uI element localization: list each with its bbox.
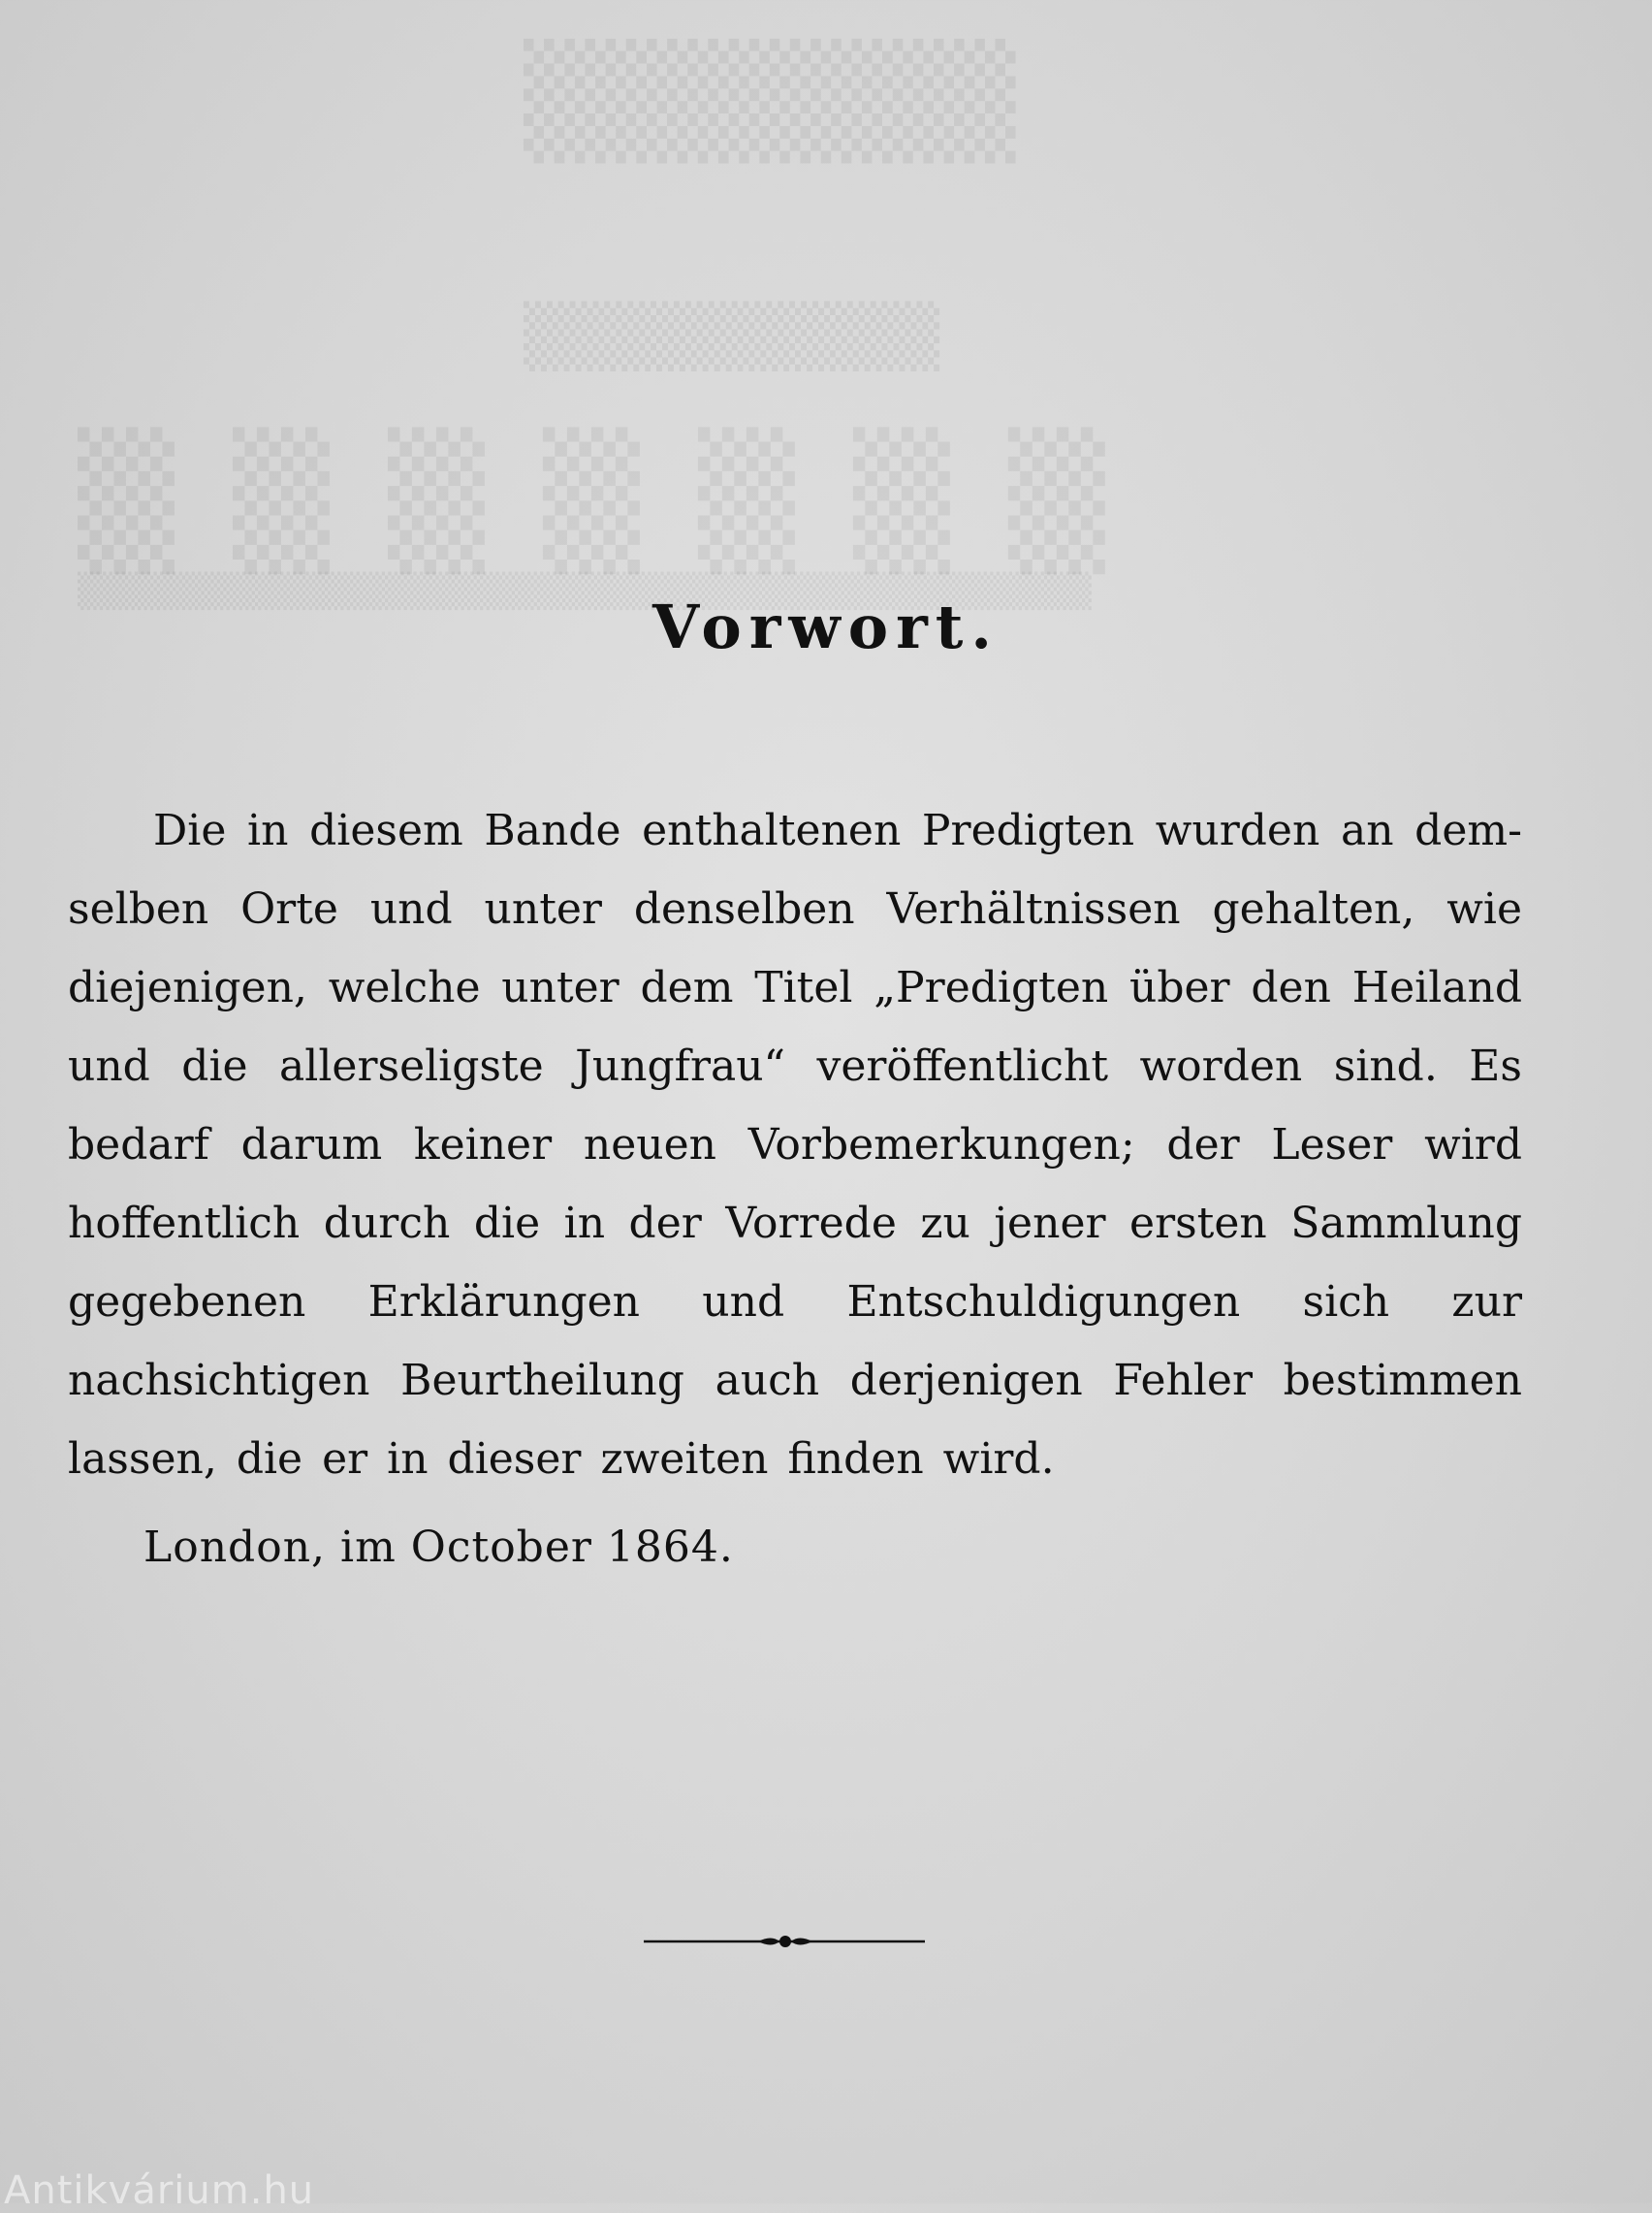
- show-through-heading: ▒▒▒▒▒▒: [524, 39, 1016, 163]
- place-date-signoff: London, im October 1864.: [143, 1523, 734, 1572]
- page-title: Vorwort.: [651, 591, 1001, 662]
- divider-ornament: [644, 1930, 925, 1953]
- show-through-lines: ▒▒▒▒▒▒▒▒▒▒▒▒▒▒▒▒▒▒▒▒▒▒▒▒▒▒▒▒▒▒▒▒▒▒▒▒▒▒▒▒: [78, 572, 1092, 611]
- preface-paragraph: Die in diesem Bande enthaltenen Predigten wurden an demselben Orte und unter denselben Verhältnissen gehalten, wie diejenigen, welche unter dem Titel „Predigten über den Heiland und die allerseligste Jungfrau“ veröffentlicht worden sind. Es bedarf darum keiner neuen Vorbemerkungen; der Leser wird hoffentlich durch die in der Vorrede zu jener ersten Sammlung gegebenen Erklärungen und Entschuldigungen sich zur nachsichtigen Beurtheilung auch derjenigen Fehler bestimmen lassen, die er in dieser zweiten finden wird.: [68, 806, 1522, 1484]
- watermark: Antikvárium.hu: [4, 2168, 315, 2213]
- show-through-subheading: ▒▒▒▒▒▒▒▒▒: [524, 301, 940, 371]
- show-through-large-letters: ▒▒▒▒▒▒▒: [78, 427, 1163, 574]
